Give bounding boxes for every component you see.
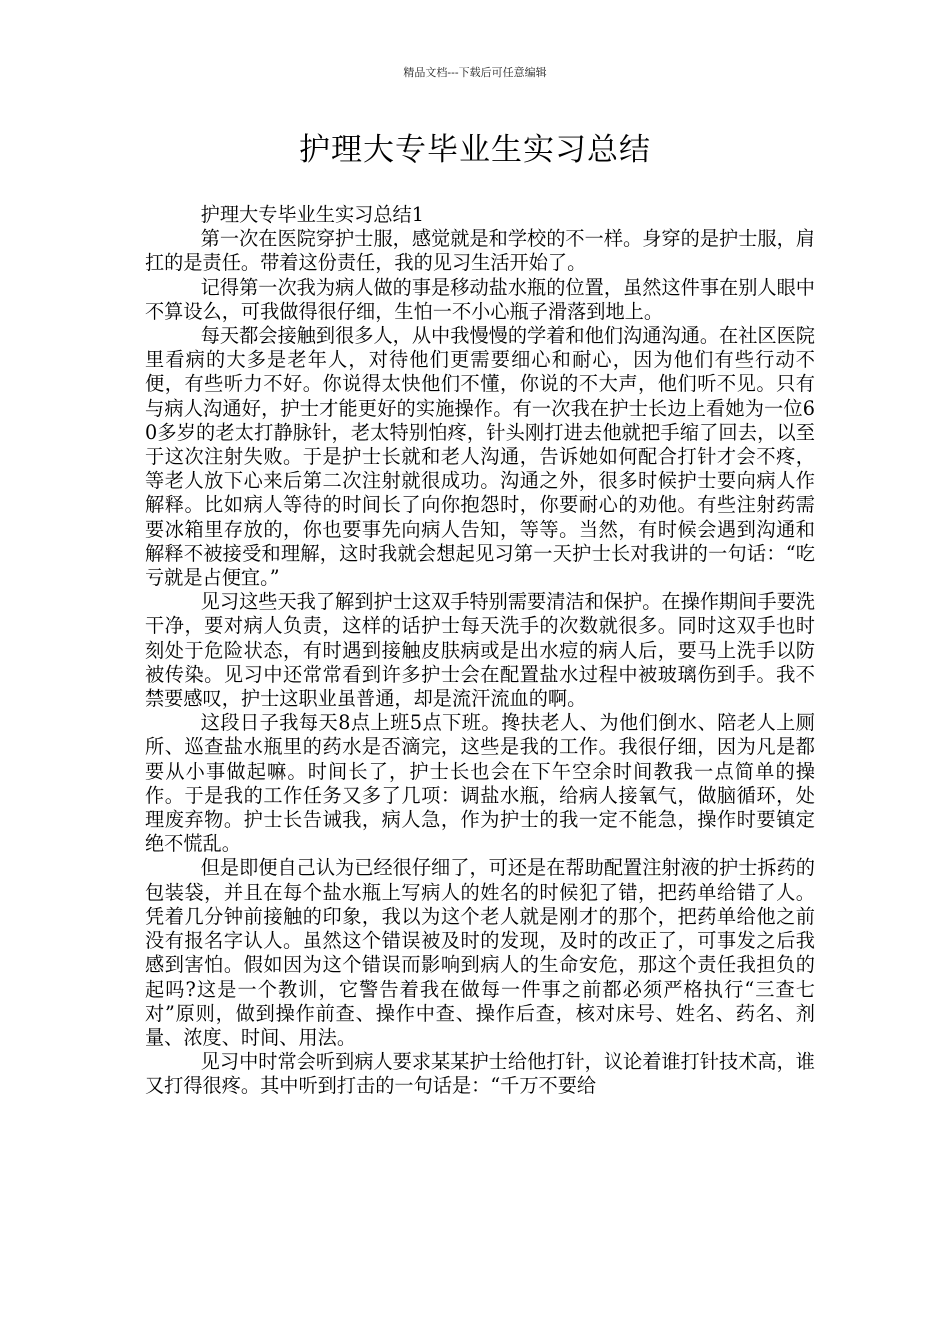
document-body (145, 203, 815, 1099)
section-heading: 护理大专毕业生实习总结1 (200, 203, 424, 226)
paragraph: 但是即便自己认为已经很仔细了，可还是在帮助配置注射液的护士拆药的包装袋，并且在每个盐水瓶上写病人的姓名的时候犯了错，把药单给错了人。凭着几分钟前接触的印象，我以为这个老人就是刚才的那个，把药单给他之前没有报名字认人。虽然这个错误被及时的发现，及时的改正了，可事发之后我感到害怕。假如因为这个错误而影响到病人的生命安危，那这个责任我担负的起吗?这是一个教训，它警告着我在做每一件事之前都必须严格执行“三查七对”原则，做到操作前查、操作中查、操作后查，核对床号、姓名、药名、剂量、浓度、时间、用法。 (145, 856, 815, 1049)
paragraph: 第一次在医院穿护士服，感觉就是和学校的不一样。身穿的是护士服，肩扛的是责任。带着这份责任，我的见习生活开始了。 (145, 227, 815, 275)
page-header: 精品文档---下载后可任意编辑 (403, 66, 547, 79)
paragraph: 记得第一次我为病人做的事是移动盐水瓶的位置，虽然这件事在别人眼中不算设么，可我做得很仔细，生怕一不小心瓶子滑落到地上。 (145, 275, 815, 323)
paragraph: 见习这些天我了解到护士这双手特别需要清洁和保护。在操作期间手要洗干净，要对病人负责，这样的话护士每天洗手的次数就很多。同时这双手也时刻处于危险状态，有时遇到接触皮肤病或是出水痘的病人后，要马上洗手以防被传染。见习中还常常看到许多护士会在配置盐水过程中被玻璃伤到手。我不禁要感叹，护士这职业虽普通，却是流汗流血的啊。 (145, 590, 815, 711)
paragraph: 这段日子我每天8点上班5点下班。搀扶老人、为他们倒水、陪老人上厕所、巡查盐水瓶里的药水是否滴完，这些是我的工作。我很仔细，因为凡是都要从小事做起嘛。时间长了，护士长也会在下午空余时间教我一点简单的操作。于是我的工作任务又多了几项：调盐水瓶，给病人接氧气，做脑循环，处理废弃物。护士长告诫我，病人急，作为护士的我一定不能急，操作时要镇定绝不慌乱。 (145, 711, 815, 856)
paragraph: 见习中时常会听到病人要求某某护士给他打针，议论着谁打针技术高，谁又打得很疼。其中听到打击的一句话是：“千万不要给 (145, 1050, 815, 1098)
document-title: 护理大专毕业生实习总结 (299, 132, 651, 168)
paragraph: 每天都会接触到很多人，从中我慢慢的学着和他们沟通沟通。在社区医院里看病的大多是老年人，对待他们更需要细心和耐心，因为他们有些行动不便，有些听力不好。你说得太快他们不懂，你说的不大声，他们听不见。只有与病人沟通好，护士才能更好的实施操作。有一次我在护士长边上看她为一位60多岁的老太打静脉针，老太特别怕疼，针头刚打进去他就把手缩了回去，以至于这次注射失败。于是护士长就和老人沟通，告诉她如何配合打针才会不疼，等老人放下心来后第二次注射就很成功。沟通之外，很多时候护士要向病人作解释。比如病人等待的时间长了向你抱怨时，你要耐心的劝他。有些注射药需要冰箱里存放的，你也要事先向病人告知，等等。当然，有时候会遇到沟通和解释不被接受和理解，这时我就会想起见习第一天护士长对我讲的一句话：“吃亏就是占便宜。” (145, 324, 815, 590)
